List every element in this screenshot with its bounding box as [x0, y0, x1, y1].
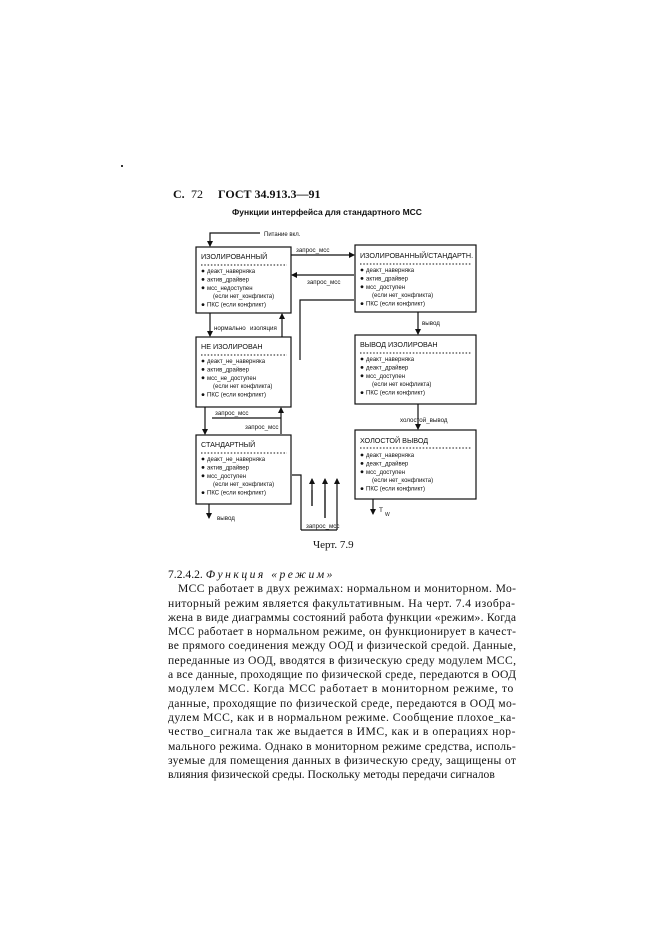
text-line: мального режима. Однако в мониторном режиме средства, исполь-: [168, 739, 516, 753]
bullet-dot: [361, 454, 364, 457]
state-action-item: (если нет конфликта): [213, 384, 273, 391]
state-action-item: ПКС (если конфликт): [366, 301, 426, 308]
bullet-dot: [361, 487, 364, 490]
state-title: СТАНДАРТНЫЙ: [201, 440, 256, 449]
state-action-item: мсс_недоступен: [207, 285, 253, 292]
label-output-right: вывод: [422, 320, 440, 327]
bullet-dot: [361, 366, 364, 369]
text-line: модулем МСС. Когда МСС работает в мониторном режиме, то: [168, 682, 514, 696]
state-action-item: (если нет_конфликта): [213, 482, 275, 489]
state-action-item: мсс_доступен: [207, 473, 247, 480]
state-action-item: (если нет конфликта): [372, 382, 432, 389]
state-title: НЕ ИЗОЛИРОВАН: [201, 342, 263, 351]
state-action-item: деакт_наверняка: [207, 269, 256, 275]
state-action-item: ПКС (если конфликт): [366, 486, 426, 493]
text-line: зуемые для помещения данных в физическую среду, защищены от: [168, 753, 517, 767]
bullet-dot: [202, 458, 205, 461]
label-request-mss-bottom: запрос_мсс: [306, 523, 340, 530]
label-isolation: изоляция: [250, 325, 277, 332]
state-action-item: (если нет_конфликта): [372, 478, 434, 485]
bullet-dot: [361, 285, 364, 288]
state-action-item: мсс_доступен: [366, 284, 406, 291]
bullet-dot: [202, 393, 205, 396]
label-idle-output: холостой_вывод: [400, 417, 448, 424]
state-action-item: ПКС (если конфликт): [207, 302, 267, 309]
label-output-bottom: вывод: [217, 515, 235, 522]
label-request-mss-2: запрос_мсс: [307, 279, 341, 286]
figure-caption: Черт. 7.9: [313, 539, 354, 551]
body-text: [168, 568, 516, 782]
state-action-item: ПКС (если конфликт): [207, 490, 267, 497]
section-number: 7.2.4.2.: [168, 568, 203, 581]
text-line: ве прямого соединения между ООД и физической средой. Данные,: [168, 639, 517, 653]
paragraph-lines: [168, 582, 516, 782]
bullet-dot: [361, 462, 364, 465]
bullet-dot: [202, 360, 205, 363]
state-action-item: деакт_наверняка: [366, 268, 415, 274]
label-request-mss-4: запрос_мсс: [245, 424, 279, 431]
bullet-dot: [361, 374, 364, 377]
text-line: влияния физической среды. Поскольку методы передачи сигналов: [168, 768, 495, 782]
state-action-item: деакт_наверняка: [366, 357, 415, 363]
text-line: ниторный режим является факультативным. На черт. 7.4 изобра-: [168, 596, 516, 610]
state-action-item: мсс_не_доступен: [207, 375, 257, 382]
text-line: жена в виде диаграммы состояний работа функции «режим». Когда: [168, 610, 517, 624]
page-letter: С.: [173, 187, 185, 201]
page-number: 72: [191, 187, 203, 201]
bullet-dot: [202, 474, 205, 477]
standard-designation: ГОСТ 34.913.3—91: [218, 187, 321, 201]
bullet-dot: [202, 368, 205, 371]
bullet-dot: [361, 302, 364, 305]
state-title: ХОЛОСТОЙ ВЫВОД: [360, 436, 429, 445]
label-power-on: Питание вкл.: [264, 232, 301, 238]
text-line: чество_сигнала так же выдается в ИМС, как и в операциях нор-: [168, 725, 516, 739]
bullet-dot: [361, 470, 364, 473]
text-line: а все данные, проходящие по физической среде, передаются в ООД: [168, 668, 517, 682]
label-tw: T: [379, 507, 383, 514]
bullet-dot: [202, 466, 205, 469]
text-line: МСС работает в двух режимах: нормальном и мониторном. Мо-: [178, 582, 517, 596]
state-action-item: мсс_доступен: [366, 373, 406, 380]
text-line: МСС работает в нормальном режиме, он функционирует в качест-: [168, 625, 517, 639]
bullet-dot: [202, 303, 205, 306]
figure-title: Функции интерфейса для стандартного МСС: [232, 207, 422, 217]
state-action-item: деакт_драйвер: [366, 365, 409, 372]
state-action-item: деакт_не_наверняка: [207, 457, 266, 463]
state-title: ВЫВОД ИЗОЛИРОВАН: [360, 340, 438, 349]
bullet-dot: [202, 270, 205, 273]
label-normal: нормально: [214, 325, 246, 332]
label-request-mss-3: запрос_мсс: [215, 410, 249, 417]
bullet-dot: [361, 358, 364, 361]
state-action-item: мсс_доступен: [366, 469, 406, 476]
bullet-dot: [361, 269, 364, 272]
state-action-item: ПКС (если конфликт): [207, 392, 267, 399]
label-request-mss-1: запрос_мсс: [296, 247, 330, 254]
text-line: дулем МСС, как и в нормальном режиме. Сообщение плохое_ка-: [168, 710, 516, 724]
section-heading: [168, 568, 516, 582]
bullet-dot: [202, 278, 205, 281]
state-action-item: (если нет_конфликта): [372, 293, 434, 300]
bullet-dot: [361, 277, 364, 280]
bullet-dot: [361, 391, 364, 394]
state-action-item: актив_драйвер: [207, 277, 249, 284]
bullet-dot: [202, 286, 205, 289]
state-action-item: деакт_наверняка: [366, 453, 415, 459]
state-action-item: деакт_драйвер: [366, 461, 409, 468]
bullet-dot: [202, 491, 205, 494]
state-action-item: актив_драйвер: [366, 276, 408, 283]
bullet-dot: [202, 376, 205, 379]
state-action-item: деакт_не_наверняка: [207, 359, 266, 365]
state-title: ИЗОЛИРОВАННЫЙ: [201, 252, 268, 261]
state-action-item: ПКС (если конфликт): [366, 390, 426, 397]
text-line: переданные из ООД, вводятся в физическую среду модулем МСС,: [168, 653, 517, 667]
state-title: ИЗОЛИРОВАННЫЙ/СТАНДАРТН.: [360, 251, 474, 260]
state-action-item: актив_драйвер: [207, 367, 249, 374]
label-tw-sub: W: [385, 512, 390, 518]
section-title: Функция «режим»: [205, 568, 335, 581]
state-action-item: актив_драйвер: [207, 465, 249, 472]
state-action-item: (если нет_конфликта): [213, 294, 275, 301]
text-line: данные, проходящие по физической среде, передаются в ООД мо-: [168, 696, 517, 710]
